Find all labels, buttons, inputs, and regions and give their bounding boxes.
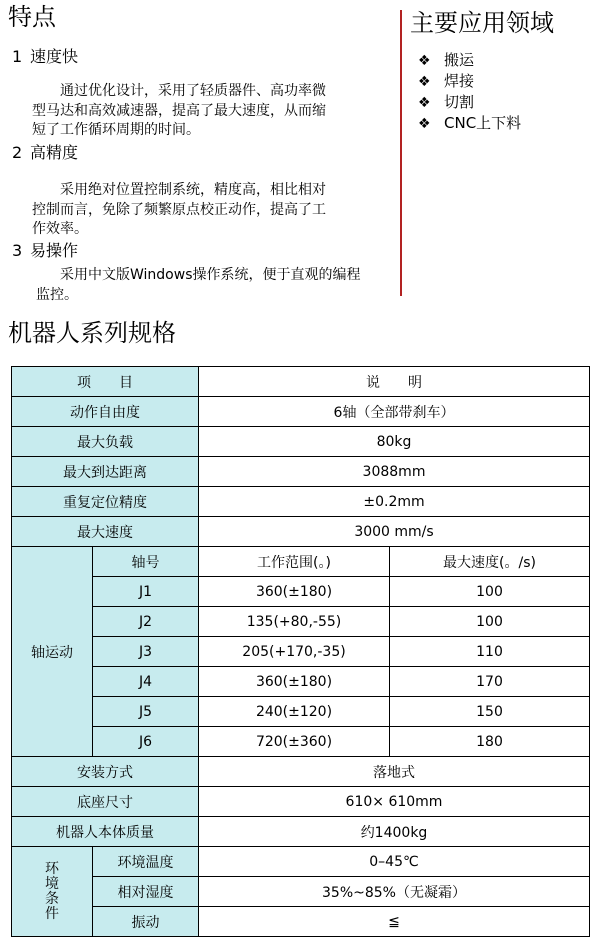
feature-2-label: 高精度	[30, 143, 79, 162]
env-value: 35%~85%（无凝霜）	[199, 877, 590, 907]
axis-speed: 170	[390, 667, 590, 697]
table-row	[12, 457, 590, 487]
diamond-bullet-icon: ❖	[418, 53, 431, 69]
features-heading: 特点	[8, 3, 56, 31]
feature-3-line-2: 监控。	[36, 287, 78, 303]
application-label: 焊接	[444, 72, 475, 90]
env-value: 0–45℃	[199, 847, 590, 877]
header-desc: 说 明	[199, 367, 590, 397]
row-value: 80kg	[199, 427, 590, 457]
axis-speed: 150	[390, 697, 590, 727]
diamond-bullet-icon: ❖	[418, 116, 431, 132]
row-value: 3000 mm/s	[199, 517, 590, 547]
axis-id: J4	[93, 667, 199, 697]
feature-2-line-3: 作效率。	[32, 221, 88, 237]
diamond-bullet-icon: ❖	[418, 74, 431, 90]
table-row	[12, 637, 590, 667]
header-item: 项 目	[12, 367, 199, 397]
row-value: 610× 610mm	[199, 787, 590, 817]
axis-speed: 180	[390, 727, 590, 757]
axis-header-range: 工作范围(。)	[199, 547, 390, 577]
axis-range: 135(+80,-55)	[199, 607, 390, 637]
env-label: 环境温度	[93, 847, 199, 877]
env-label: 相对湿度	[93, 877, 199, 907]
row-label: 机器人本体质量	[12, 817, 199, 847]
env-group-text: 环境条件	[45, 860, 59, 922]
applications-list	[418, 50, 521, 134]
row-label: 最大负载	[12, 427, 199, 457]
table-row	[12, 817, 590, 847]
env-group-label	[12, 847, 93, 937]
section-divider	[400, 10, 402, 296]
row-label: 动作自由度	[12, 397, 199, 427]
table-row	[12, 667, 590, 697]
feature-1-line-3: 短了工作循环周期的时间。	[32, 122, 200, 138]
axis-range: 720(±360)	[199, 727, 390, 757]
row-label: 重复定位精度	[12, 487, 199, 517]
table-row	[12, 397, 590, 427]
axis-speed: 100	[390, 607, 590, 637]
feature-2-number: 2	[12, 143, 23, 162]
feature-2-line-1: 采用绝对位置控制系统，精度高，相比相对	[60, 182, 326, 198]
axis-range: 360(±180)	[199, 667, 390, 697]
axis-id: J5	[93, 697, 199, 727]
spec-table	[11, 366, 590, 937]
env-value: ≦	[199, 907, 590, 937]
application-label: 搬运	[444, 51, 475, 69]
application-item	[418, 50, 521, 71]
row-label: 安装方式	[12, 757, 199, 787]
axis-id: J6	[93, 727, 199, 757]
application-item	[418, 71, 521, 92]
table-row	[12, 517, 590, 547]
applications-heading: 主要应用领域	[410, 9, 554, 37]
axis-header-axis: 轴号	[93, 547, 199, 577]
axis-speed: 110	[390, 637, 590, 667]
env-label: 振动	[93, 907, 199, 937]
feature-1-line-1: 通过优化设计，采用了轻质器件、高功率微	[60, 83, 326, 99]
table-row	[12, 847, 590, 877]
row-label: 最大速度	[12, 517, 199, 547]
row-value: 6轴（全部带刹车）	[199, 397, 590, 427]
row-value: 落地式	[199, 757, 590, 787]
feature-3-title	[12, 241, 78, 261]
table-row	[12, 577, 590, 607]
application-label: CNC上下料	[444, 114, 522, 132]
axis-id: J2	[93, 607, 199, 637]
table-row	[12, 907, 590, 937]
spec-heading: 机器人系列规格	[8, 319, 176, 347]
row-value: ±0.2mm	[199, 487, 590, 517]
row-value: 约1400kg	[199, 817, 590, 847]
axis-header-speed: 最大速度(。/s)	[390, 547, 590, 577]
feature-2-line-2: 控制而言，免除了频繁原点校正动作，提高了工	[32, 202, 326, 218]
application-label: 切割	[444, 93, 475, 111]
application-item	[418, 92, 521, 113]
feature-1-number: 1	[12, 47, 23, 66]
row-label: 最大到达距离	[12, 457, 199, 487]
axis-speed: 100	[390, 577, 590, 607]
table-row	[12, 697, 590, 727]
row-value: 3088mm	[199, 457, 590, 487]
application-item	[418, 113, 521, 134]
diamond-bullet-icon: ❖	[418, 95, 431, 111]
feature-3-line-1: 采用中文版Windows操作系统，便于直观的编程	[60, 267, 361, 283]
feature-3-number: 3	[12, 241, 23, 260]
feature-1-line-2: 型马达和高效减速器，提高了最大速度，从而缩	[32, 103, 326, 119]
table-row	[12, 757, 590, 787]
feature-1-title	[12, 47, 78, 67]
table-row	[12, 427, 590, 457]
axis-id: J3	[93, 637, 199, 667]
axis-range: 240(±120)	[199, 697, 390, 727]
axis-group-label: 轴运动	[12, 547, 93, 757]
table-row	[12, 487, 590, 517]
axis-range: 360(±180)	[199, 577, 390, 607]
table-row	[12, 877, 590, 907]
table-row	[12, 727, 590, 757]
table-row	[12, 787, 590, 817]
feature-2-title	[12, 143, 78, 163]
feature-3-label: 易操作	[30, 241, 79, 260]
axis-header-row	[12, 547, 590, 577]
table-header-row	[12, 367, 590, 397]
axis-range: 205(+170,-35)	[199, 637, 390, 667]
feature-1-label: 速度快	[30, 47, 79, 66]
row-label: 底座尺寸	[12, 787, 199, 817]
axis-id: J1	[93, 577, 199, 607]
table-row	[12, 607, 590, 637]
